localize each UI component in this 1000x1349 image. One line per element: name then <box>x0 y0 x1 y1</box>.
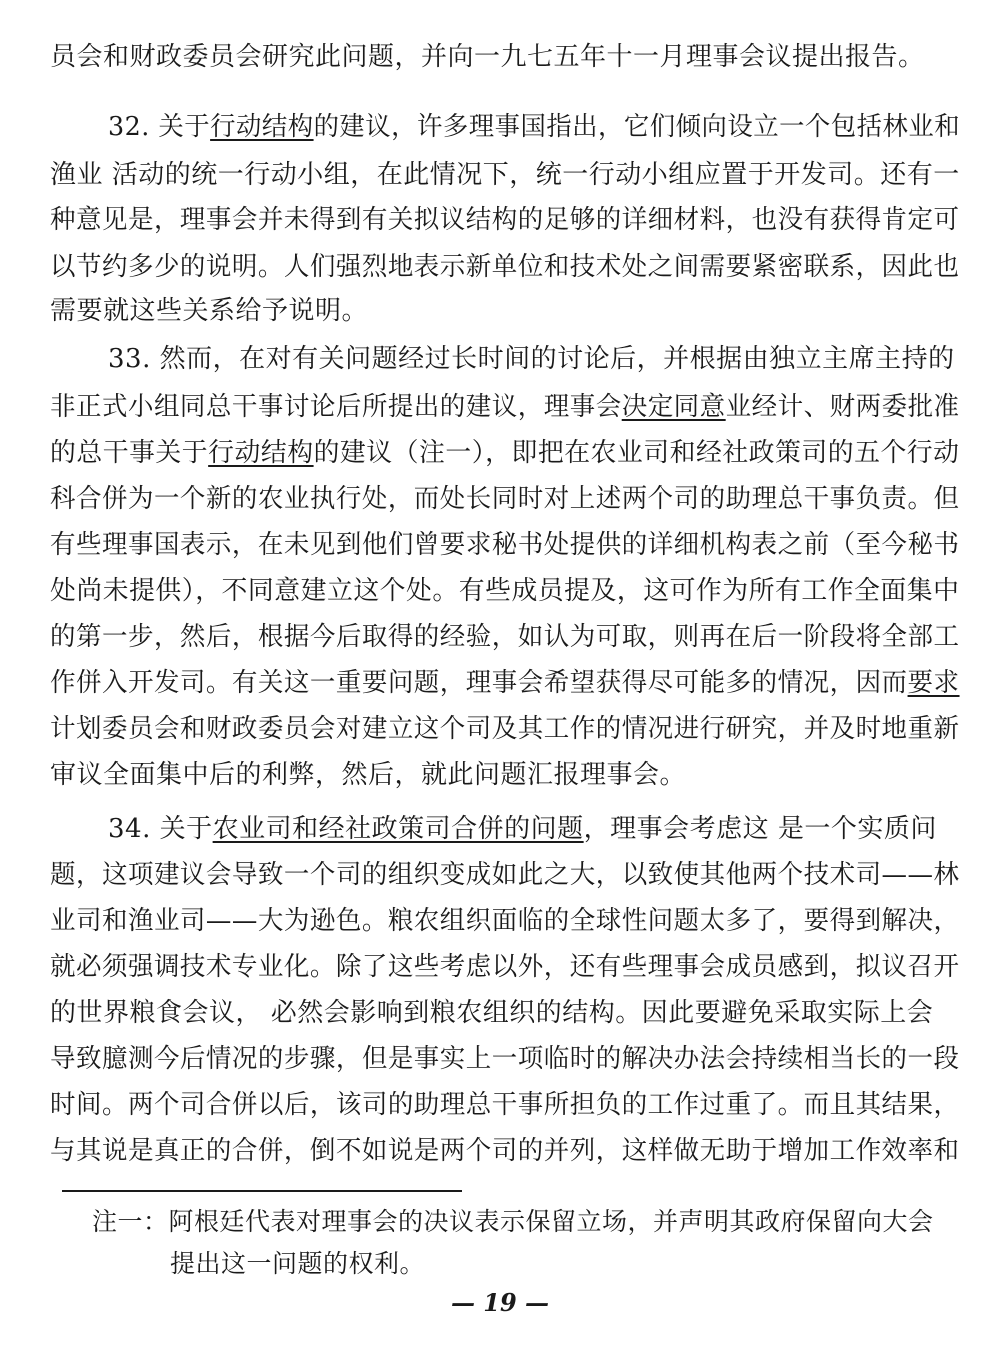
body-line: 计划委员会和财政委员会对建立这个司及其工作的情况进行研究，并及时地重新 <box>50 714 960 744</box>
body-line: 的世界粮食会议， 必然会影响到粮农组织的结构。因此要避免采取实际上会 <box>50 998 934 1028</box>
body-line: 处尚未提供），不同意建立这个处。有些成员提及，这可作为所有工作全面集中 <box>50 576 960 606</box>
body-line: 33. 然而，在对有关问题经过长时间的讨论后，并根据由独立主席主持的 <box>108 344 955 374</box>
page-number: — 19 — <box>450 1288 550 1317</box>
body-line: 有些理事国表示，在未见到他们曾要求秘书处提供的详细机构表之前（至今秘书 <box>50 530 960 560</box>
body-line: 审议全面集中后的利弊，然后，就此问题汇报理事会。 <box>50 760 687 790</box>
body-line: 种意见是，理事会并未得到有关拟议结构的足够的详细材料，也没有获得肯定可 <box>50 205 960 235</box>
body-line: 与其说是真正的合併，倒不如说是两个司的并列，这样做无助于增加工作效率和 <box>50 1136 960 1166</box>
body-line: 渔业 活动的统一行动小组，在此情况下，统一行动小组应置于开发司。还有一 <box>50 160 960 190</box>
body-line: 32. 关于行动结构的建议，许多理事国指出，它们倾向设立一个包括林业和 <box>108 112 961 142</box>
body-line: 时间。两个司合併以后，该司的助理总干事所担负的工作过重了。而且其结果， <box>50 1090 960 1120</box>
footnote-line-2: 提出这一问题的权利。 <box>170 1249 426 1278</box>
underlined-phrase: 行动结构 <box>210 112 314 142</box>
body-line: 非正式小组同总干事讨论后所提出的建议，理事会决定同意业经计、财两委批准 <box>50 392 960 422</box>
underlined-phrase: 要求 <box>907 668 960 698</box>
footnote-line-1: 注一：阿根廷代表对理事会的决议表示保留立场，并声明其政府保留向大会 <box>92 1207 934 1236</box>
body-line: 就必须强调技术专业化。除了这些考虑以外，还有些理事会成员感到，拟议召开 <box>50 952 960 982</box>
body-line: 的第一步，然后，根据今后取得的经验，如认为可取，则再在后一阶段将全部工 <box>50 622 960 652</box>
underlined-phrase: 决定同意 <box>621 392 726 422</box>
body-line: 作併入开发司。有关这一重要问题，理事会希望获得尽可能多的情况，因而要求 <box>50 668 960 698</box>
underlined-phrase: 农业司和经社政策司合併的问题 <box>212 814 584 844</box>
body-line: 科合併为一个新的农业执行处，而处长同时对上述两个司的助理总干事负责。但 <box>50 484 960 514</box>
body-line: 员会和财政委员会研究此问题，并向一九七五年十一月理事会议提出报告。 <box>50 42 925 72</box>
body-line: 34. 关于农业司和经社政策司合併的问题，理事会考虑这 是一个实质问 <box>108 814 937 844</box>
body-line: 题，这项建议会导致一个司的组织变成如此之大，以致使其他两个技术司——林 <box>50 860 960 890</box>
body-line: 以节约多少的说明。人们强烈地表示新单位和技术处之间需要紧密联系，因此也 <box>50 252 960 282</box>
body-line: 的总干事关于行动结构的建议（注一），即把在农业司和经社政策司的五个行动 <box>50 438 960 468</box>
body-line: 导致臆测今后情况的步骤，但是事实上一项临时的解决办法会持续相当长的一段 <box>50 1044 960 1074</box>
underlined-phrase: 行动结构 <box>208 438 314 468</box>
body-line: 业司和渔业司——大为逊色。粮农组织面临的全球性问题太多了，要得到解决， <box>50 906 960 936</box>
footnote-divider <box>62 1190 462 1192</box>
body-line: 需要就这些关系给予说明。 <box>50 296 369 326</box>
